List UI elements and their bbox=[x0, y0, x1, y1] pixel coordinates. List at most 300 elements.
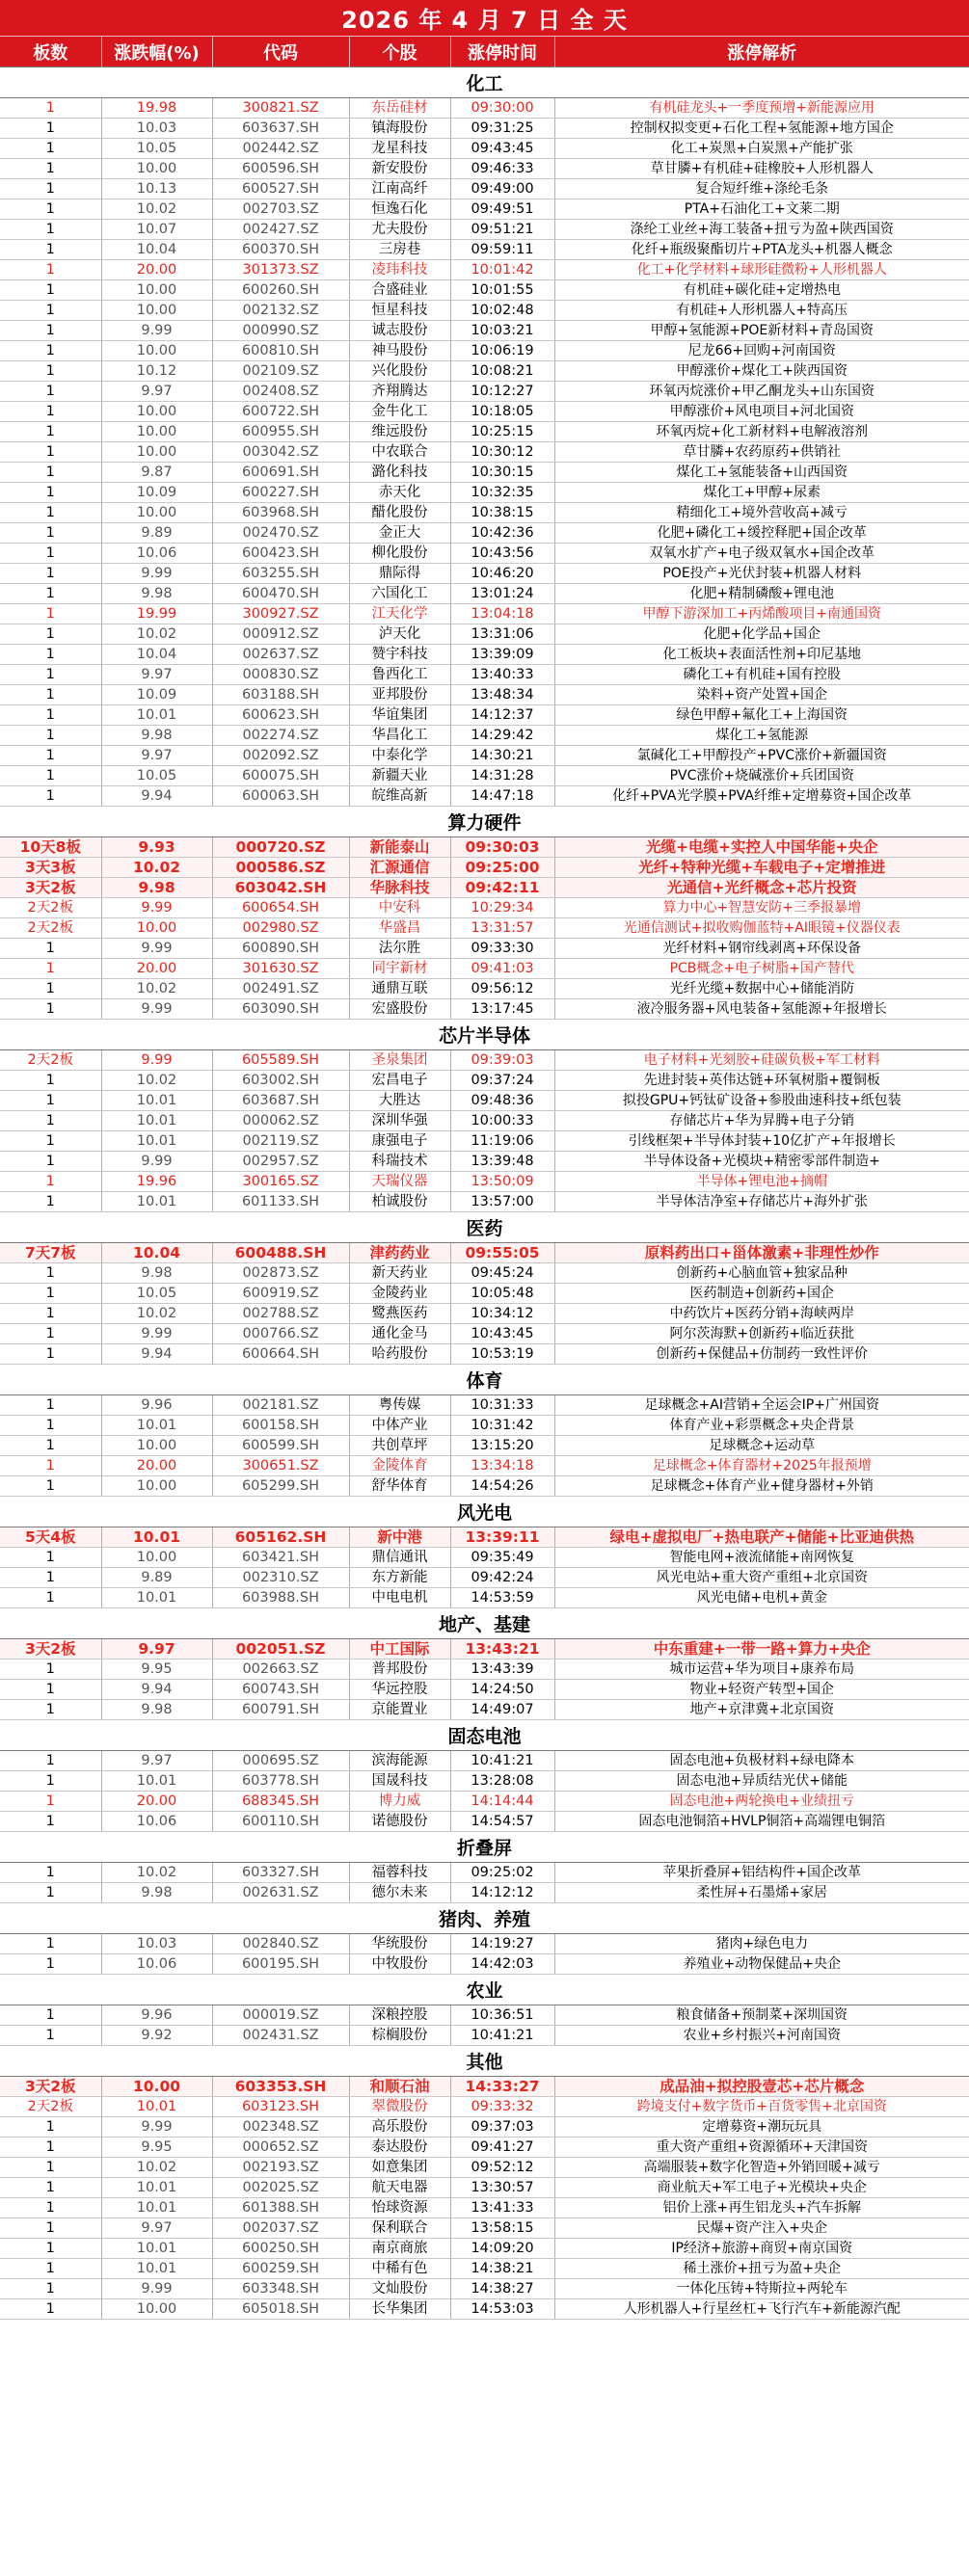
cell-time: 14:54:57 bbox=[450, 1812, 554, 1832]
cell-pct: 10.12 bbox=[101, 361, 212, 382]
table-row bbox=[0, 1568, 969, 1588]
cell-reason: 固态电池+两轮换电+业绩扭亏 bbox=[554, 1792, 969, 1812]
cell-pct: 10.02 bbox=[101, 1304, 212, 1324]
cell-boards: 1 bbox=[0, 726, 101, 746]
cell-time: 13:39:48 bbox=[450, 1152, 554, 1172]
cell-pct: 19.99 bbox=[101, 604, 212, 624]
cell-reason: 化工板块+表面活性剂+印尼基地 bbox=[554, 645, 969, 665]
cell-pct: 9.95 bbox=[101, 1660, 212, 1680]
cell-stock-name: 金正大 bbox=[349, 523, 450, 544]
cell-stock-name: 新天药业 bbox=[349, 1263, 450, 1284]
cell-pct: 10.05 bbox=[101, 139, 212, 159]
cell-boards: 1 bbox=[0, 280, 101, 301]
cell-pct: 9.99 bbox=[101, 1050, 212, 1071]
cell-pct: 10.00 bbox=[101, 503, 212, 523]
cell-time: 10:02:48 bbox=[450, 301, 554, 321]
cell-code: 002348.SZ bbox=[212, 2117, 349, 2138]
header-row bbox=[0, 37, 969, 67]
cell-stock-name: 怡球资源 bbox=[349, 2198, 450, 2218]
cell-time: 09:43:45 bbox=[450, 139, 554, 159]
table-row bbox=[0, 199, 969, 220]
cell-boards: 1 bbox=[0, 1111, 101, 1131]
cell-time: 09:52:12 bbox=[450, 2158, 554, 2178]
cell-pct: 9.96 bbox=[101, 2005, 212, 2026]
table-row bbox=[0, 179, 969, 199]
cell-boards: 1 bbox=[0, 999, 101, 1020]
cell-stock-name: 翠微股份 bbox=[349, 2097, 450, 2117]
table-row bbox=[0, 1243, 969, 1263]
cell-pct: 10.00 bbox=[101, 301, 212, 321]
section-header-row bbox=[0, 1608, 969, 1639]
cell-boards: 1 bbox=[0, 766, 101, 786]
cell-time: 13:04:18 bbox=[450, 604, 554, 624]
table-row bbox=[0, 584, 969, 604]
cell-stock-name: 舒华体育 bbox=[349, 1476, 450, 1497]
cell-stock-name: 科瑞技术 bbox=[349, 1152, 450, 1172]
cell-time: 09:41:03 bbox=[450, 959, 554, 979]
table-row bbox=[0, 2138, 969, 2158]
cell-time: 09:51:21 bbox=[450, 220, 554, 240]
cell-time: 10:12:27 bbox=[450, 382, 554, 402]
table-row bbox=[0, 1954, 969, 1975]
cell-pct: 10.04 bbox=[101, 1243, 212, 1263]
cell-reason: 电子材料+光刻胶+硅碳负极+军工材料 bbox=[554, 1050, 969, 1071]
cell-stock-name: 滨海能源 bbox=[349, 1751, 450, 1771]
cell-pct: 10.04 bbox=[101, 240, 212, 260]
cell-time: 10:41:21 bbox=[450, 2026, 554, 2046]
cell-reason: 甲醇涨价+煤化工+陕西国资 bbox=[554, 361, 969, 382]
cell-reason: 光通信+光纤概念+芯片投资 bbox=[554, 878, 969, 898]
cell-code: 603123.SH bbox=[212, 2097, 349, 2117]
cell-reason: 草甘膦+有机硅+硅橡胶+人形机器人 bbox=[554, 159, 969, 179]
cell-pct: 10.05 bbox=[101, 766, 212, 786]
cell-boards: 1 bbox=[0, 746, 101, 766]
cell-code: 603421.SH bbox=[212, 1548, 349, 1568]
table-row bbox=[0, 959, 969, 979]
table-row bbox=[0, 2198, 969, 2218]
cell-code: 600370.SH bbox=[212, 240, 349, 260]
cell-code: 002663.SZ bbox=[212, 1660, 349, 1680]
table-row bbox=[0, 402, 969, 422]
cell-reason: 地产+京津冀+北京国资 bbox=[554, 1700, 969, 1720]
table-row bbox=[0, 1091, 969, 1111]
cell-code: 688345.SH bbox=[212, 1792, 349, 1812]
cell-stock-name: 金陵药业 bbox=[349, 1284, 450, 1304]
cell-pct: 10.01 bbox=[101, 2178, 212, 2198]
cell-pct: 10.01 bbox=[101, 2239, 212, 2259]
table-row bbox=[0, 1456, 969, 1476]
cell-stock-name: 泰达股份 bbox=[349, 2138, 450, 2158]
cell-pct: 9.98 bbox=[101, 1883, 212, 1903]
cell-reason: 光纤光缆+数据中心+储能消防 bbox=[554, 979, 969, 999]
cell-code: 600691.SH bbox=[212, 463, 349, 483]
table-row bbox=[0, 1172, 969, 1192]
cell-reason: 光缆+电缆+实控人中国华能+央企 bbox=[554, 837, 969, 858]
cell-time: 09:33:32 bbox=[450, 2097, 554, 2117]
header-boards: 板数 bbox=[0, 37, 101, 67]
cell-boards: 1 bbox=[0, 1416, 101, 1436]
section-header-row bbox=[0, 1497, 969, 1527]
cell-reason: 商业航天+军工电子+光模块+央企 bbox=[554, 2178, 969, 2198]
table-row bbox=[0, 1660, 969, 1680]
cell-reason: 液冷服务器+风电装备+氢能源+年报增长 bbox=[554, 999, 969, 1020]
cell-pct: 9.97 bbox=[101, 382, 212, 402]
cell-reason: 有机硅+碳化硅+定增热电 bbox=[554, 280, 969, 301]
cell-code: 000766.SZ bbox=[212, 1324, 349, 1344]
cell-code: 002442.SZ bbox=[212, 139, 349, 159]
cell-pct: 10.01 bbox=[101, 1416, 212, 1436]
section-title: 猪肉、养殖 bbox=[0, 1903, 969, 1934]
cell-boards: 1 bbox=[0, 786, 101, 807]
cell-time: 09:45:24 bbox=[450, 1263, 554, 1284]
cell-reason: 化肥+精制磷酸+锂电池 bbox=[554, 584, 969, 604]
cell-time: 14:29:42 bbox=[450, 726, 554, 746]
table-row bbox=[0, 2178, 969, 2198]
table-row bbox=[0, 1152, 969, 1172]
cell-time: 09:56:12 bbox=[450, 979, 554, 999]
cell-time: 10:53:19 bbox=[450, 1344, 554, 1365]
cell-code: 002631.SZ bbox=[212, 1883, 349, 1903]
cell-reason: 半导体+锂电池+摘帽 bbox=[554, 1172, 969, 1192]
cell-reason: PTA+石油化工+文莱二期 bbox=[554, 199, 969, 220]
cell-pct: 10.13 bbox=[101, 179, 212, 199]
cell-time: 13:39:09 bbox=[450, 645, 554, 665]
table-row bbox=[0, 2117, 969, 2138]
cell-stock-name: 华脉科技 bbox=[349, 878, 450, 898]
cell-reason: 甲醇+氢能源+POE新材料+青岛国资 bbox=[554, 321, 969, 341]
cell-stock-name: 新能泰山 bbox=[349, 837, 450, 858]
cell-reason: 重大资产重组+资源循环+天津国资 bbox=[554, 2138, 969, 2158]
cell-pct: 10.01 bbox=[101, 1771, 212, 1792]
cell-boards: 1 bbox=[0, 1680, 101, 1700]
cell-code: 600810.SH bbox=[212, 341, 349, 361]
cell-boards: 1 bbox=[0, 1660, 101, 1680]
cell-stock-name: 新疆天业 bbox=[349, 766, 450, 786]
cell-time: 09:25:00 bbox=[450, 858, 554, 878]
cell-code: 603090.SH bbox=[212, 999, 349, 1020]
cell-stock-name: 鹭燕医药 bbox=[349, 1304, 450, 1324]
cell-code: 600195.SH bbox=[212, 1954, 349, 1975]
cell-pct: 10.01 bbox=[101, 1192, 212, 1212]
cell-reason: POE投产+光伏封装+机器人材料 bbox=[554, 564, 969, 584]
table-row bbox=[0, 564, 969, 584]
cell-boards: 1 bbox=[0, 959, 101, 979]
cell-code: 002037.SZ bbox=[212, 2218, 349, 2239]
cell-code: 000990.SZ bbox=[212, 321, 349, 341]
cell-boards: 1 bbox=[0, 1436, 101, 1456]
cell-pct: 9.98 bbox=[101, 1700, 212, 1720]
cell-time: 14:12:37 bbox=[450, 705, 554, 726]
table-row bbox=[0, 645, 969, 665]
cell-pct: 9.97 bbox=[101, 1751, 212, 1771]
cell-time: 14:12:12 bbox=[450, 1883, 554, 1903]
cell-pct: 10.00 bbox=[101, 2299, 212, 2320]
cell-code: 002427.SZ bbox=[212, 220, 349, 240]
table-row bbox=[0, 1700, 969, 1720]
cell-pct: 20.00 bbox=[101, 1456, 212, 1476]
cell-time: 10:41:21 bbox=[450, 1751, 554, 1771]
cell-stock-name: 华统股份 bbox=[349, 1934, 450, 1954]
cell-boards: 1 bbox=[0, 2158, 101, 2178]
cell-stock-name: 中稀有色 bbox=[349, 2259, 450, 2279]
cell-stock-name: 通鼎互联 bbox=[349, 979, 450, 999]
cell-stock-name: 航天电器 bbox=[349, 2178, 450, 2198]
table-row bbox=[0, 837, 969, 858]
cell-pct: 10.00 bbox=[101, 442, 212, 463]
table-row bbox=[0, 1436, 969, 1456]
cell-reason: 染料+资产处置+国企 bbox=[554, 685, 969, 705]
cell-code: 002840.SZ bbox=[212, 1934, 349, 1954]
cell-stock-name: 圣泉集团 bbox=[349, 1050, 450, 1071]
cell-stock-name: 汇源通信 bbox=[349, 858, 450, 878]
cell-reason: 中药饮片+医药分销+海峡两岸 bbox=[554, 1304, 969, 1324]
cell-time: 09:49:51 bbox=[450, 199, 554, 220]
cell-stock-name: 华谊集团 bbox=[349, 705, 450, 726]
cell-stock-name: 鼎际得 bbox=[349, 564, 450, 584]
cell-time: 14:31:28 bbox=[450, 766, 554, 786]
table-row bbox=[0, 1284, 969, 1304]
cell-stock-name: 华盛昌 bbox=[349, 918, 450, 939]
cell-reason: 足球概念+体育产业+健身器材+外销 bbox=[554, 1476, 969, 1497]
cell-code: 000062.SZ bbox=[212, 1111, 349, 1131]
table-row bbox=[0, 483, 969, 503]
cell-stock-name: 柳化股份 bbox=[349, 544, 450, 564]
cell-pct: 10.00 bbox=[101, 1436, 212, 1456]
cell-code: 002025.SZ bbox=[212, 2178, 349, 2198]
table-row bbox=[0, 2218, 969, 2239]
cell-reason: 固态电池铜箔+HVLP铜箔+高端锂电铜箔 bbox=[554, 1812, 969, 1832]
cell-boards: 1 bbox=[0, 523, 101, 544]
cell-time: 13:28:08 bbox=[450, 1771, 554, 1792]
cell-stock-name: 中泰化学 bbox=[349, 746, 450, 766]
table-row bbox=[0, 766, 969, 786]
cell-stock-name: 宏盛股份 bbox=[349, 999, 450, 1020]
cell-code: 600488.SH bbox=[212, 1243, 349, 1263]
cell-pct: 10.05 bbox=[101, 1284, 212, 1304]
cell-boards: 1 bbox=[0, 665, 101, 685]
cell-code: 605018.SH bbox=[212, 2299, 349, 2320]
section-header-row bbox=[0, 1212, 969, 1243]
table-row bbox=[0, 1771, 969, 1792]
page-title: 2026 年 4 月 7 日 全 天 bbox=[0, 0, 969, 37]
cell-reason: 算力中心+智慧安防+三季报暴增 bbox=[554, 898, 969, 918]
cell-code: 600654.SH bbox=[212, 898, 349, 918]
cell-code: 603327.SH bbox=[212, 1863, 349, 1883]
cell-pct: 9.95 bbox=[101, 2138, 212, 2158]
cell-boards: 1 bbox=[0, 1588, 101, 1608]
table-row bbox=[0, 898, 969, 918]
cell-boards: 1 bbox=[0, 1395, 101, 1416]
cell-stock-name: 津药药业 bbox=[349, 1243, 450, 1263]
cell-code: 605589.SH bbox=[212, 1050, 349, 1071]
cell-time: 09:41:27 bbox=[450, 2138, 554, 2158]
cell-boards: 1 bbox=[0, 1192, 101, 1212]
cell-code: 603968.SH bbox=[212, 503, 349, 523]
cell-time: 14:47:18 bbox=[450, 786, 554, 807]
cell-reason: 煤化工+氢能装备+山西国资 bbox=[554, 463, 969, 483]
cell-boards: 1 bbox=[0, 361, 101, 382]
cell-reason: 创新药+保健品+仿制药一致性评价 bbox=[554, 1344, 969, 1365]
cell-reason: 固态电池+异质结光伏+储能 bbox=[554, 1771, 969, 1792]
cell-reason: 双氧水扩产+电子级双氧水+国企改革 bbox=[554, 544, 969, 564]
table-row bbox=[0, 2005, 969, 2026]
cell-time: 09:48:36 bbox=[450, 1091, 554, 1111]
table-row bbox=[0, 665, 969, 685]
table-row bbox=[0, 301, 969, 321]
cell-pct: 9.99 bbox=[101, 1152, 212, 1172]
cell-stock-name: 南京商旅 bbox=[349, 2239, 450, 2259]
cell-pct: 10.01 bbox=[101, 2097, 212, 2117]
cell-stock-name: 潞化科技 bbox=[349, 463, 450, 483]
cell-time: 10:01:42 bbox=[450, 260, 554, 280]
cell-pct: 9.98 bbox=[101, 1263, 212, 1284]
cell-code: 603255.SH bbox=[212, 564, 349, 584]
cell-time: 10:43:45 bbox=[450, 1324, 554, 1344]
cell-stock-name: 凌玮科技 bbox=[349, 260, 450, 280]
cell-reason: 稀土涨价+扭亏为盈+央企 bbox=[554, 2259, 969, 2279]
cell-code: 000586.SZ bbox=[212, 858, 349, 878]
cell-boards: 1 bbox=[0, 1863, 101, 1883]
cell-reason: 化纤+PVA光学膜+PVA纤维+定增募资+国企改革 bbox=[554, 786, 969, 807]
cell-reason: 粮食储备+预制菜+深圳国资 bbox=[554, 2005, 969, 2026]
cell-time: 14:19:27 bbox=[450, 1934, 554, 1954]
table-row bbox=[0, 1344, 969, 1365]
cell-reason: PVC涨价+烧碱涨价+兵团国资 bbox=[554, 766, 969, 786]
cell-pct: 19.98 bbox=[101, 98, 212, 119]
cell-stock-name: 诺德股份 bbox=[349, 1812, 450, 1832]
cell-stock-name: 新安股份 bbox=[349, 159, 450, 179]
cell-pct: 9.94 bbox=[101, 786, 212, 807]
table-row bbox=[0, 159, 969, 179]
cell-code: 600470.SH bbox=[212, 584, 349, 604]
cell-time: 10:31:33 bbox=[450, 1395, 554, 1416]
header-name: 个股 bbox=[349, 37, 450, 67]
cell-stock-name: 镇海股份 bbox=[349, 119, 450, 139]
cell-time: 10:00:33 bbox=[450, 1111, 554, 1131]
cell-pct: 10.01 bbox=[101, 705, 212, 726]
cell-code: 600259.SH bbox=[212, 2259, 349, 2279]
cell-time: 09:30:00 bbox=[450, 98, 554, 119]
cell-stock-name: 泸天化 bbox=[349, 624, 450, 645]
cell-stock-name: 中体产业 bbox=[349, 1416, 450, 1436]
cell-boards: 1 bbox=[0, 442, 101, 463]
cell-time: 10:32:35 bbox=[450, 483, 554, 503]
cell-boards: 1 bbox=[0, 240, 101, 260]
cell-pct: 10.01 bbox=[101, 2198, 212, 2218]
table-row bbox=[0, 240, 969, 260]
cell-boards: 2天2板 bbox=[0, 898, 101, 918]
cell-stock-name: 高乐股份 bbox=[349, 2117, 450, 2138]
section-title: 算力硬件 bbox=[0, 807, 969, 837]
cell-boards: 1 bbox=[0, 2299, 101, 2320]
cell-stock-name: 神马股份 bbox=[349, 341, 450, 361]
cell-stock-name: 长华集团 bbox=[349, 2299, 450, 2320]
table-row bbox=[0, 685, 969, 705]
cell-time: 14:42:03 bbox=[450, 1954, 554, 1975]
cell-code: 603188.SH bbox=[212, 685, 349, 705]
cell-pct: 9.97 bbox=[101, 1639, 212, 1660]
cell-boards: 1 bbox=[0, 1548, 101, 1568]
cell-stock-name: 龙星科技 bbox=[349, 139, 450, 159]
cell-pct: 10.02 bbox=[101, 624, 212, 645]
cell-pct: 10.02 bbox=[101, 858, 212, 878]
cell-code: 301630.SZ bbox=[212, 959, 349, 979]
cell-pct: 10.00 bbox=[101, 2077, 212, 2097]
cell-boards: 1 bbox=[0, 1131, 101, 1152]
cell-reason: 环氧丙烷+化工新材料+电解液溶剂 bbox=[554, 422, 969, 442]
cell-stock-name: 金陵体育 bbox=[349, 1456, 450, 1476]
cell-boards: 1 bbox=[0, 1954, 101, 1975]
cell-stock-name: 三房巷 bbox=[349, 240, 450, 260]
header-time: 涨停时间 bbox=[450, 37, 554, 67]
cell-pct: 10.09 bbox=[101, 483, 212, 503]
cell-time: 13:41:33 bbox=[450, 2198, 554, 2218]
cell-reason: 高端服装+数字化智造+外销回暖+减亏 bbox=[554, 2158, 969, 2178]
cell-pct: 10.02 bbox=[101, 979, 212, 999]
cell-time: 13:40:33 bbox=[450, 665, 554, 685]
cell-code: 600423.SH bbox=[212, 544, 349, 564]
cell-time: 14:54:26 bbox=[450, 1476, 554, 1497]
cell-boards: 5天4板 bbox=[0, 1527, 101, 1548]
cell-stock-name: 合盛硅业 bbox=[349, 280, 450, 301]
cell-code: 002703.SZ bbox=[212, 199, 349, 220]
cell-code: 300927.SZ bbox=[212, 604, 349, 624]
cell-code: 600722.SH bbox=[212, 402, 349, 422]
cell-stock-name: 恒逸石化 bbox=[349, 199, 450, 220]
cell-time: 09:49:00 bbox=[450, 179, 554, 199]
cell-boards: 1 bbox=[0, 382, 101, 402]
cell-pct: 10.00 bbox=[101, 918, 212, 939]
cell-boards: 1 bbox=[0, 1934, 101, 1954]
cell-pct: 10.00 bbox=[101, 159, 212, 179]
cell-code: 000830.SZ bbox=[212, 665, 349, 685]
cell-pct: 9.97 bbox=[101, 2218, 212, 2239]
cell-code: 002980.SZ bbox=[212, 918, 349, 939]
table-row bbox=[0, 2239, 969, 2259]
table-row bbox=[0, 2299, 969, 2320]
cell-boards: 1 bbox=[0, 321, 101, 341]
cell-reason: 农业+乡村振兴+河南国资 bbox=[554, 2026, 969, 2046]
section-title: 体育 bbox=[0, 1365, 969, 1395]
cell-time: 09:33:30 bbox=[450, 939, 554, 959]
cell-code: 000652.SZ bbox=[212, 2138, 349, 2158]
cell-boards: 1 bbox=[0, 604, 101, 624]
cell-code: 600599.SH bbox=[212, 1436, 349, 1456]
cell-time: 09:39:03 bbox=[450, 1050, 554, 1071]
cell-code: 002873.SZ bbox=[212, 1263, 349, 1284]
table-row bbox=[0, 382, 969, 402]
cell-pct: 10.09 bbox=[101, 685, 212, 705]
cell-pct: 9.97 bbox=[101, 665, 212, 685]
cell-boards: 10天8板 bbox=[0, 837, 101, 858]
section-title: 医药 bbox=[0, 1212, 969, 1243]
cell-time: 14:53:03 bbox=[450, 2299, 554, 2320]
cell-boards: 1 bbox=[0, 1812, 101, 1832]
cell-pct: 10.02 bbox=[101, 1863, 212, 1883]
cell-pct: 9.93 bbox=[101, 837, 212, 858]
cell-reason: 化工+炭黑+白炭黑+产能扩张 bbox=[554, 139, 969, 159]
cell-time: 09:55:05 bbox=[450, 1243, 554, 1263]
cell-stock-name: 法尔胜 bbox=[349, 939, 450, 959]
cell-time: 13:31:06 bbox=[450, 624, 554, 645]
cell-reason: 足球概念+体育器材+2025年报预增 bbox=[554, 1456, 969, 1476]
cell-reason: 氯碱化工+甲醇投产+PVC涨价+新疆国资 bbox=[554, 746, 969, 766]
title-row bbox=[0, 0, 969, 37]
cell-boards: 1 bbox=[0, 159, 101, 179]
table-row bbox=[0, 98, 969, 119]
cell-reason: 体育产业+彩票概念+央企背景 bbox=[554, 1416, 969, 1436]
table-row bbox=[0, 1639, 969, 1660]
